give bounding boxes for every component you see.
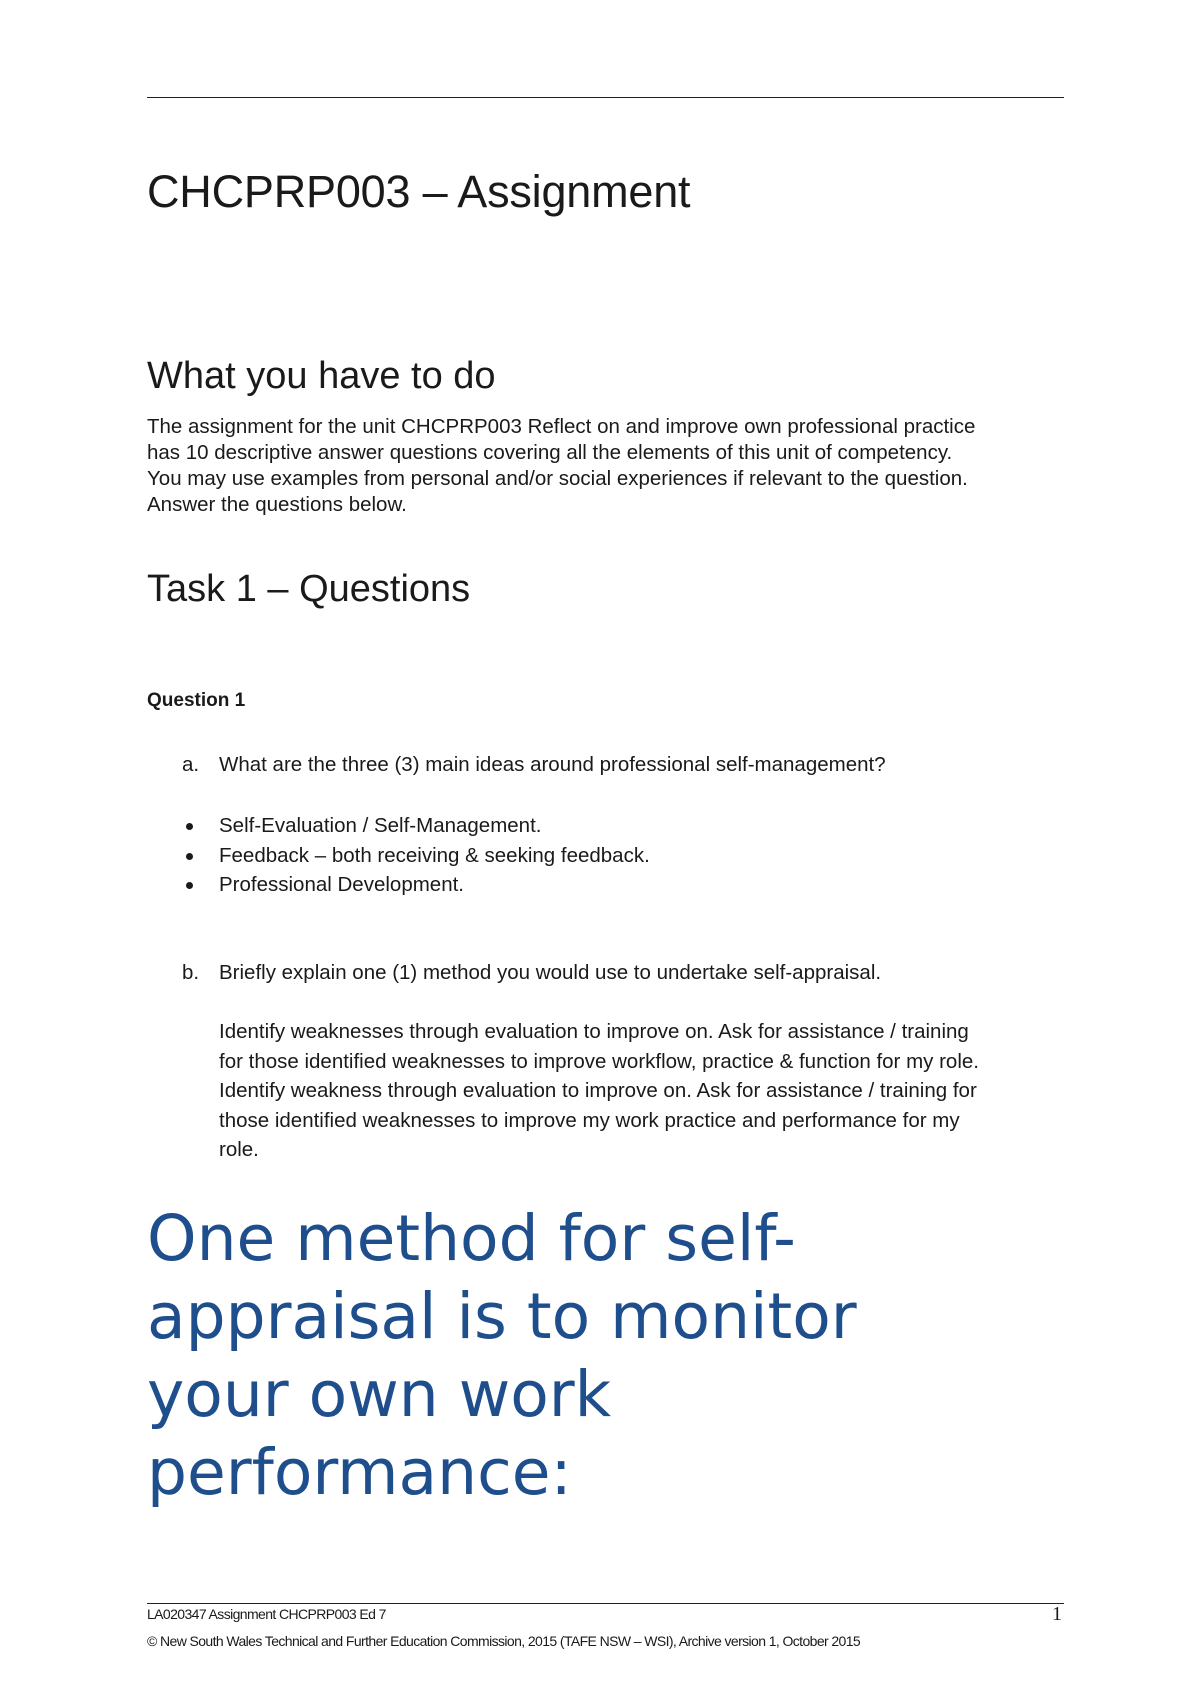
footer-doc-ref: LA020347 Assignment CHCPRP003 Ed 7 — [147, 1606, 386, 1622]
question-a — [182, 752, 886, 778]
answer-b-line: Identify weakness through evaluation to improve on. Ask for assistance / training for — [219, 1079, 977, 1102]
section-heading-what-to-do: What you have to do — [147, 355, 496, 397]
answer-b-line: role. — [219, 1138, 259, 1161]
large-blue-line: your own work — [147, 1358, 612, 1431]
list-item-text: Professional Development. — [219, 873, 464, 896]
intro-line: You may use examples from personal and/or social experiences if relevant to the question. — [147, 467, 968, 490]
large-blue-line: One method for self- — [147, 1202, 796, 1275]
answer-b-line: Identify weaknesses through evaluation to improve on. Ask for assistance / training — [219, 1020, 969, 1043]
large-blue-line: performance: — [147, 1436, 572, 1509]
question-b — [182, 960, 881, 986]
list-item — [182, 870, 650, 900]
intro-line: The assignment for the unit CHCPRP003 Reflect on and improve own professional practice — [147, 415, 976, 438]
large-blue-heading — [147, 1200, 1047, 1512]
intro-line: has 10 descriptive answer questions covering all the elements of this unit of competency. — [147, 441, 953, 464]
answer-a-list — [182, 811, 650, 900]
answer-b-line: those identified weaknesses to improve my work practice and performance for my — [219, 1108, 960, 1132]
question-b-marker: b. — [182, 961, 200, 984]
intro-paragraph — [147, 414, 1072, 518]
bullet-icon — [186, 882, 193, 889]
list-item-text: Feedback – both receiving & seeking feedback. — [219, 843, 650, 867]
bullet-icon — [186, 853, 193, 860]
question-a-text: What are the three (3) main ideas around professional self-management? — [219, 753, 886, 776]
header-rule — [147, 97, 1064, 98]
question-a-marker: a. — [182, 753, 200, 776]
footer-page-number: 1 — [1052, 1603, 1062, 1625]
intro-line: Answer the questions below. — [147, 493, 407, 516]
large-blue-line: appraisal is to monitor — [147, 1280, 857, 1353]
section-heading-task-1: Task 1 – Questions — [147, 568, 471, 610]
list-item — [182, 811, 650, 841]
answer-b-line: for those identified weaknesses to improve workflow, practice & function for my role. — [219, 1049, 979, 1073]
bullet-icon — [186, 823, 193, 830]
footer-rule — [147, 1603, 1064, 1604]
document-title: CHCPRP003 – Assignment — [147, 166, 691, 217]
footer-copyright: © New South Wales Technical and Further Education Commission, 2015 (TAFE NSW – WSI), Archive version 1, October 2015 — [147, 1633, 861, 1649]
list-item-text: Self-Evaluation / Self-Management. — [219, 814, 542, 837]
question-b-text: Briefly explain one (1) method you would use to undertake self-appraisal. — [219, 961, 882, 984]
answer-b-paragraph — [219, 1017, 1079, 1165]
question-label: Question 1 — [147, 690, 246, 711]
list-item — [182, 841, 650, 871]
